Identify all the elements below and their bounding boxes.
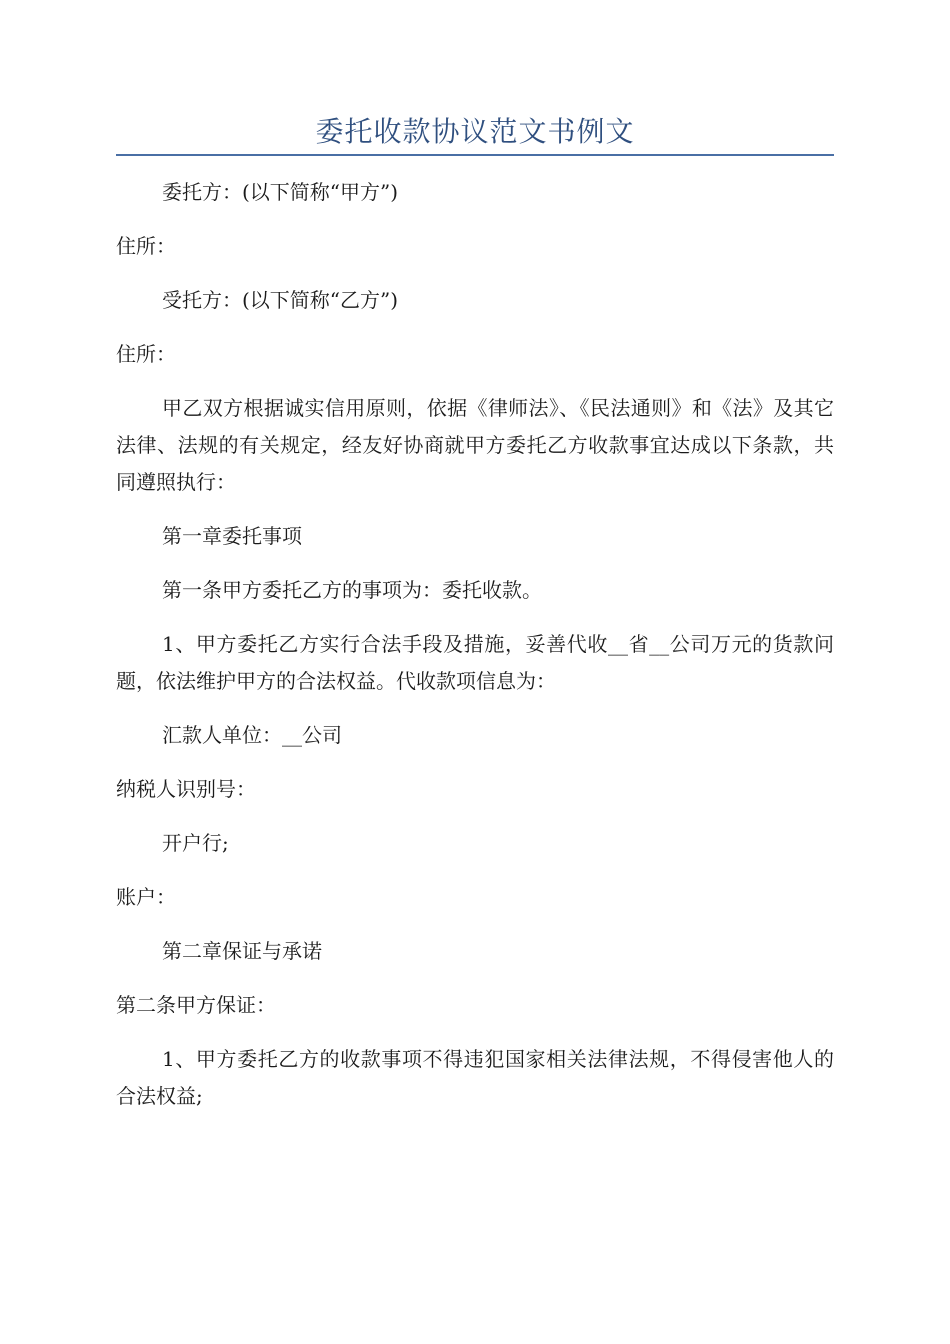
paragraph-agent-address: 住所： xyxy=(116,342,176,366)
paragraph-principal-address: 住所： xyxy=(116,234,176,258)
article-2: 第二条甲方保证： xyxy=(116,993,276,1017)
chapter-heading-2: 第二章保证与承诺 xyxy=(162,939,322,963)
account: 账户： xyxy=(116,885,176,909)
document-title: 委托收款协议范文书例文 xyxy=(315,115,635,148)
opening-bank: 开户行; xyxy=(162,831,229,855)
title-underline xyxy=(116,154,834,156)
taxpayer-id: 纳税人识别号： xyxy=(116,777,256,801)
paragraph-agent: 受托方：(以下简称“乙方”) xyxy=(162,288,399,312)
paragraph-preamble: 甲乙双方根据诚实信用原则，依据《律师法》、《民法通则》和《法》及其它法律、法规的有关规定，经友好协商就甲方委托乙方收款事宜达成以下条款，共同遵照执行： xyxy=(116,396,834,494)
article-1-item-1: 1、甲方委托乙方实行合法手段及措施，妥善代收__省__公司万元的货款问题，依法维护甲方的合法权益。代收款项信息为： xyxy=(116,632,834,693)
article-1: 第一条甲方委托乙方的事项为：委托收款。 xyxy=(162,578,542,602)
chapter-heading-1: 第一章委托事项 xyxy=(162,524,302,548)
remitter-unit: 汇款人单位：__公司 xyxy=(162,723,342,747)
paragraph-principal: 委托方：(以下简称“甲方”) xyxy=(162,180,399,204)
article-2-item-1: 1、甲方委托乙方的收款事项不得违犯国家相关法律法规，不得侵害他人的合法权益; xyxy=(116,1047,834,1108)
document-body xyxy=(116,174,834,1132)
